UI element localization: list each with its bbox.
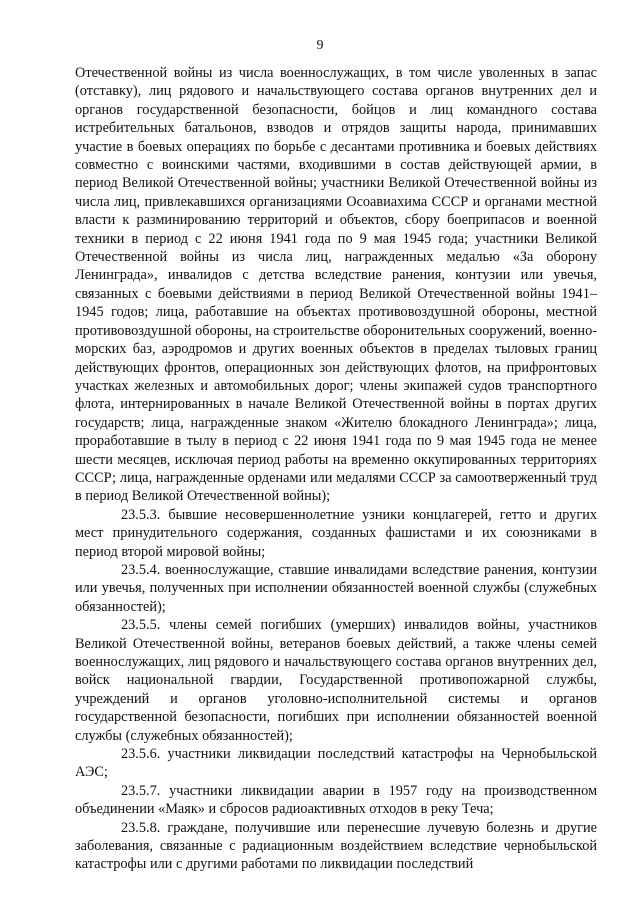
paragraph-23-5-6: 23.5.6. участники ликвидации последствий катастрофы на Чернобыльской АЭС;: [75, 746, 597, 781]
paragraph-23-5-7: 23.5.7. участники ликвидации аварии в 1957 году на производственном объединении «Маяк» и сбросов радиоактивных отходов в реку Теча;: [75, 782, 597, 818]
paragraph-23-5-8: 23.5.8. граждане, получившие или перенесшие лучевую болезнь и другие заболевания, связанные с радиационным воздействием вследствие чернобыльской катастрофы или с другими работами по ликвидации последствий: [75, 819, 597, 873]
paragraph-23-5-3: 23.5.3. бывшие несовершеннолетние узники концлагерей, гетто и других мест принудительного содержания, созданных фашистами и их союзниками в период второй мировой войны;: [75, 506, 597, 560]
paragraph-continuation: Отечественной войны из числа военнослужащих, в том числе уволенных в запас (отставку), лиц рядового и начальствующего состава органов внутренних дел и органов государственной безопасности, бойцов и лиц командного состава истребительных батальонов, взводов и отрядов защиты народа, принимавших участие в боевых операциях по борьбе с десантами противника и боевых действиях совместно с воинскими частями, входившими в состав действующей армии, в период Великой Отечественной войны; участники Великой Отечественной войны из числа лиц, привлекавшихся организациями Осоавиахима СССР и органами местной власти к разминированию территорий и объектов, сбору боеприпасов и военной техники в период с 22 июня 1941 года по 9 мая 1945 года; участники Великой Отечественной войны из числа лиц, награжденных медалью «За оборону Ленинграда», инвалидов с детства вследствие ранения, контузии или увечья, связанных с боевыми действиями в период Великой Отечественной войны 1941–1945 годов; лица, работавшие на объектах противовоздушной обороны, местной противовоздушной обороны, на строительстве оборонительных сооружений, военно-морских баз, аэродромов и других военных объектов в пределах тыловых границ действующих фронтов, операционных зон действующих флотов, на прифронтовых участках железных и автомобильных дорог; члены экипажей судов транспортного флота, интернированных в начале Великой Отечественной войны в портах других государств; лица, награжденные знаком «Жителю блокадного Ленинграда»; лица, проработавшие в тылу в период с 22 июня 1941 года по 9 мая 1945 года не менее шести месяцев, исключая период работы на временно оккупированных территориях СССР; лица, награжденные орденами или медалями СССР за самоотверженный труд в период Великой Отечественной войны);: [75, 65, 597, 505]
paragraph-23-5-4: 23.5.4. военнослужащие, ставшие инвалидами вследствие ранения, контузии или увечья, полученных при исполнении обязанностей военной службы (служебных обязанностей);: [75, 561, 597, 615]
document-body: [75, 64, 597, 874]
page-number: 9: [316, 38, 324, 53]
paragraph-23-5-5: 23.5.5. члены семей погибших (умерших) инвалидов войны, участников Великой Отечественной войны, ветеранов боевых действий, а также члены семей военнослужащих, лиц рядового и начальствующего состава органов внутренних дел, войск национальной гвардии, Государственной противопожарной службы, учреждений и органов уголовно-исполнительной системы и органов государственной безопасности, погибших при исполнении обязанностей военной службы (служебных обязанностей);: [75, 617, 597, 744]
